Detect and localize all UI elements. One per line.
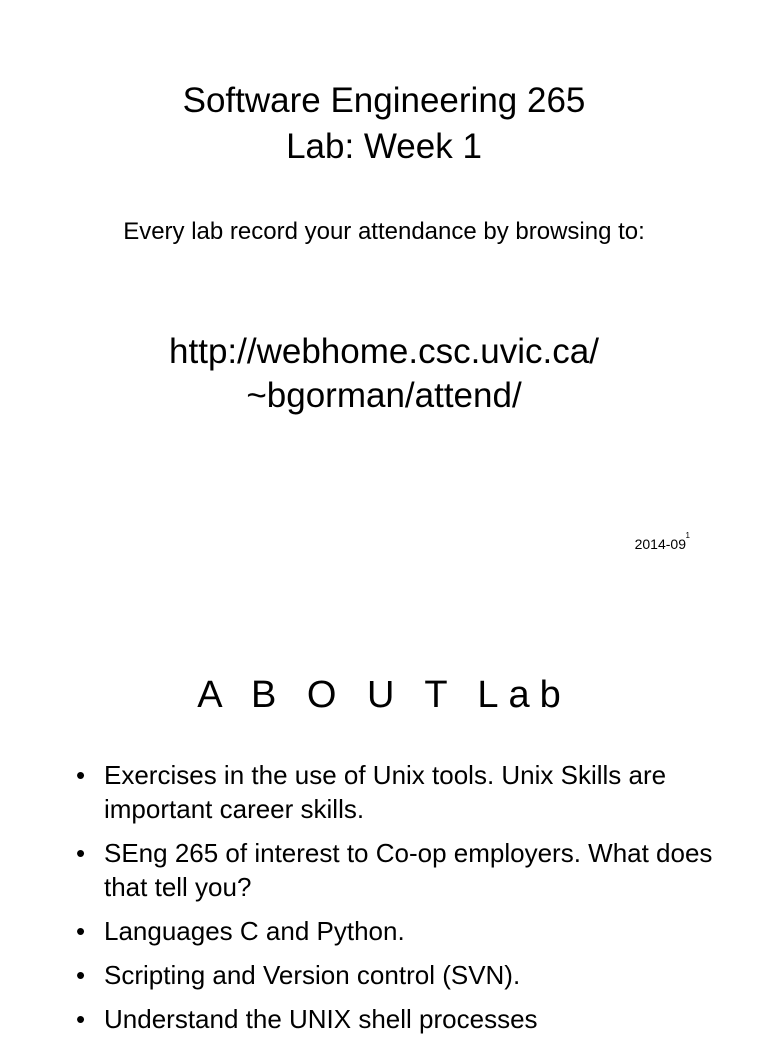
bullet-text: Understand the UNIX shell processes <box>104 1004 538 1034</box>
bullet-text: SEng 265 of interest to Co-op employers. What does that tell you? <box>104 838 713 902</box>
attendance-url-line-1: http://webhome.csc.uvic.ca/ <box>169 332 599 371</box>
bullet-text: Exercises in the use of Unix tools. Unix Skills are important career skills. <box>104 760 667 824</box>
slide-2 <box>0 600 768 1034</box>
about-title: A B O U T Lab <box>197 674 571 716</box>
bullet-list <box>76 758 716 1046</box>
bullet-text: Languages C and Python. <box>104 916 405 946</box>
bullet-icon: • <box>76 760 86 790</box>
slide-title-line-2: Lab: Week 1 <box>286 127 482 166</box>
bullet-icon: • <box>76 1004 86 1034</box>
bullet-item <box>76 836 716 904</box>
bullet-item <box>76 958 716 992</box>
bullet-item <box>76 758 716 826</box>
bullet-item <box>76 1002 716 1036</box>
bullet-icon: • <box>76 838 86 868</box>
bullet-text: Scripting and Version control (SVN). <box>104 960 521 990</box>
bullet-item <box>76 914 716 948</box>
attendance-url-line-2: ~bgorman/attend/ <box>246 376 522 415</box>
slide-title-line-1: Software Engineering 265 <box>182 81 586 120</box>
attendance-instructions: Every lab record your attendance by browsing to: <box>123 218 645 245</box>
bullet-icon: • <box>76 960 86 990</box>
slide-date: 2014-09 <box>634 536 686 552</box>
slide-number: 1 <box>685 531 690 540</box>
bullet-icon: • <box>76 916 86 946</box>
